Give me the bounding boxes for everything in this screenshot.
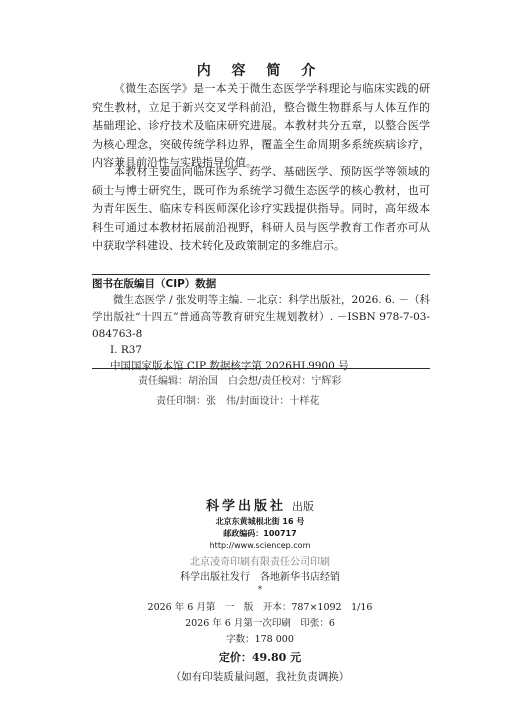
publisher-address: 北京东黄城根北街 16 号 (215, 517, 305, 526)
separator-star: * (258, 585, 262, 594)
cip-body: 微生态医学 / 张发明等主编. －北京：科学出版社，2026. 6. －（科学出版社“十四五”普通高等教育研究生规划教材）. －ISBN 978-7-03-084763-8 (92, 294, 430, 340)
quality-notice: （如有印装质量问题，我社负责调换） (170, 671, 350, 683)
publisher-line (0, 498, 520, 516)
credits-printing: 责任印制：张 伟/封面设计：十样花 (156, 396, 320, 407)
publisher-suffix: 出版 (292, 500, 314, 513)
cip-heading: 图书在版编目（CIP）数据 (92, 278, 217, 290)
divider-bottom (92, 368, 430, 369)
publisher-block (0, 498, 520, 595)
printing-line: 2026 年 6 月第一次印刷 印张：6 (185, 618, 335, 629)
publisher-logo: 科学出版社 (205, 499, 286, 514)
cip-classification: Ⅰ. R37 (110, 344, 143, 356)
cip-record-number: 中国国家版本馆 CIP 数据核字第 2026HL9900 号 (110, 360, 349, 372)
publisher-website: http://www.sciencep.com (209, 541, 311, 550)
page-title: 内 容 简 介 (196, 63, 324, 79)
intro-paragraph-2: 本教材主要面向临床医学、药学、基础医学、预防医学等领域的硕士与博士研究生，既可作为系统学习微生态医学的核心教材，也可为青年医生、临床专科医师深化诊疗实践提供指导。同时，高年级本科生可通过本教材拓展前沿视野，科研人员与医学教育工作者亦可从中获取学科建设、技术转化及政策制定的多维启示。 (92, 165, 430, 252)
distributor-line: 科学出版社发行 各地新华书店经销 (180, 572, 340, 583)
intro-paragraph-1: 《微生态医学》是一本关于微生态医学学科理论与临床实践的研究生教材，立足于新兴交叉学科前沿，整合微生物群系与人体互作的基础理论、诊疗技术及临床研究进展。本教材共分五章，以整合医学为核心理念，突破传统学科边界，覆盖全生命周期多系统疾病诊疗，内容兼具前沿性与实践指导价值。 (92, 82, 430, 169)
publisher-postcode: 邮政编码：100717 (223, 529, 297, 538)
divider-top (92, 274, 430, 275)
credits-editors: 责任编辑：胡治国 白会想/责任校对：宁辉彩 (138, 376, 342, 387)
word-count: 字数：178 000 (226, 634, 294, 645)
printer-line: 北京凌奇印刷有限责任公司印刷 (190, 557, 330, 568)
edition-line: 2026 年 6 月第 一 版 开本：787×1092 1/16 (147, 602, 373, 613)
price: 定价：49.80 元 (218, 651, 302, 664)
